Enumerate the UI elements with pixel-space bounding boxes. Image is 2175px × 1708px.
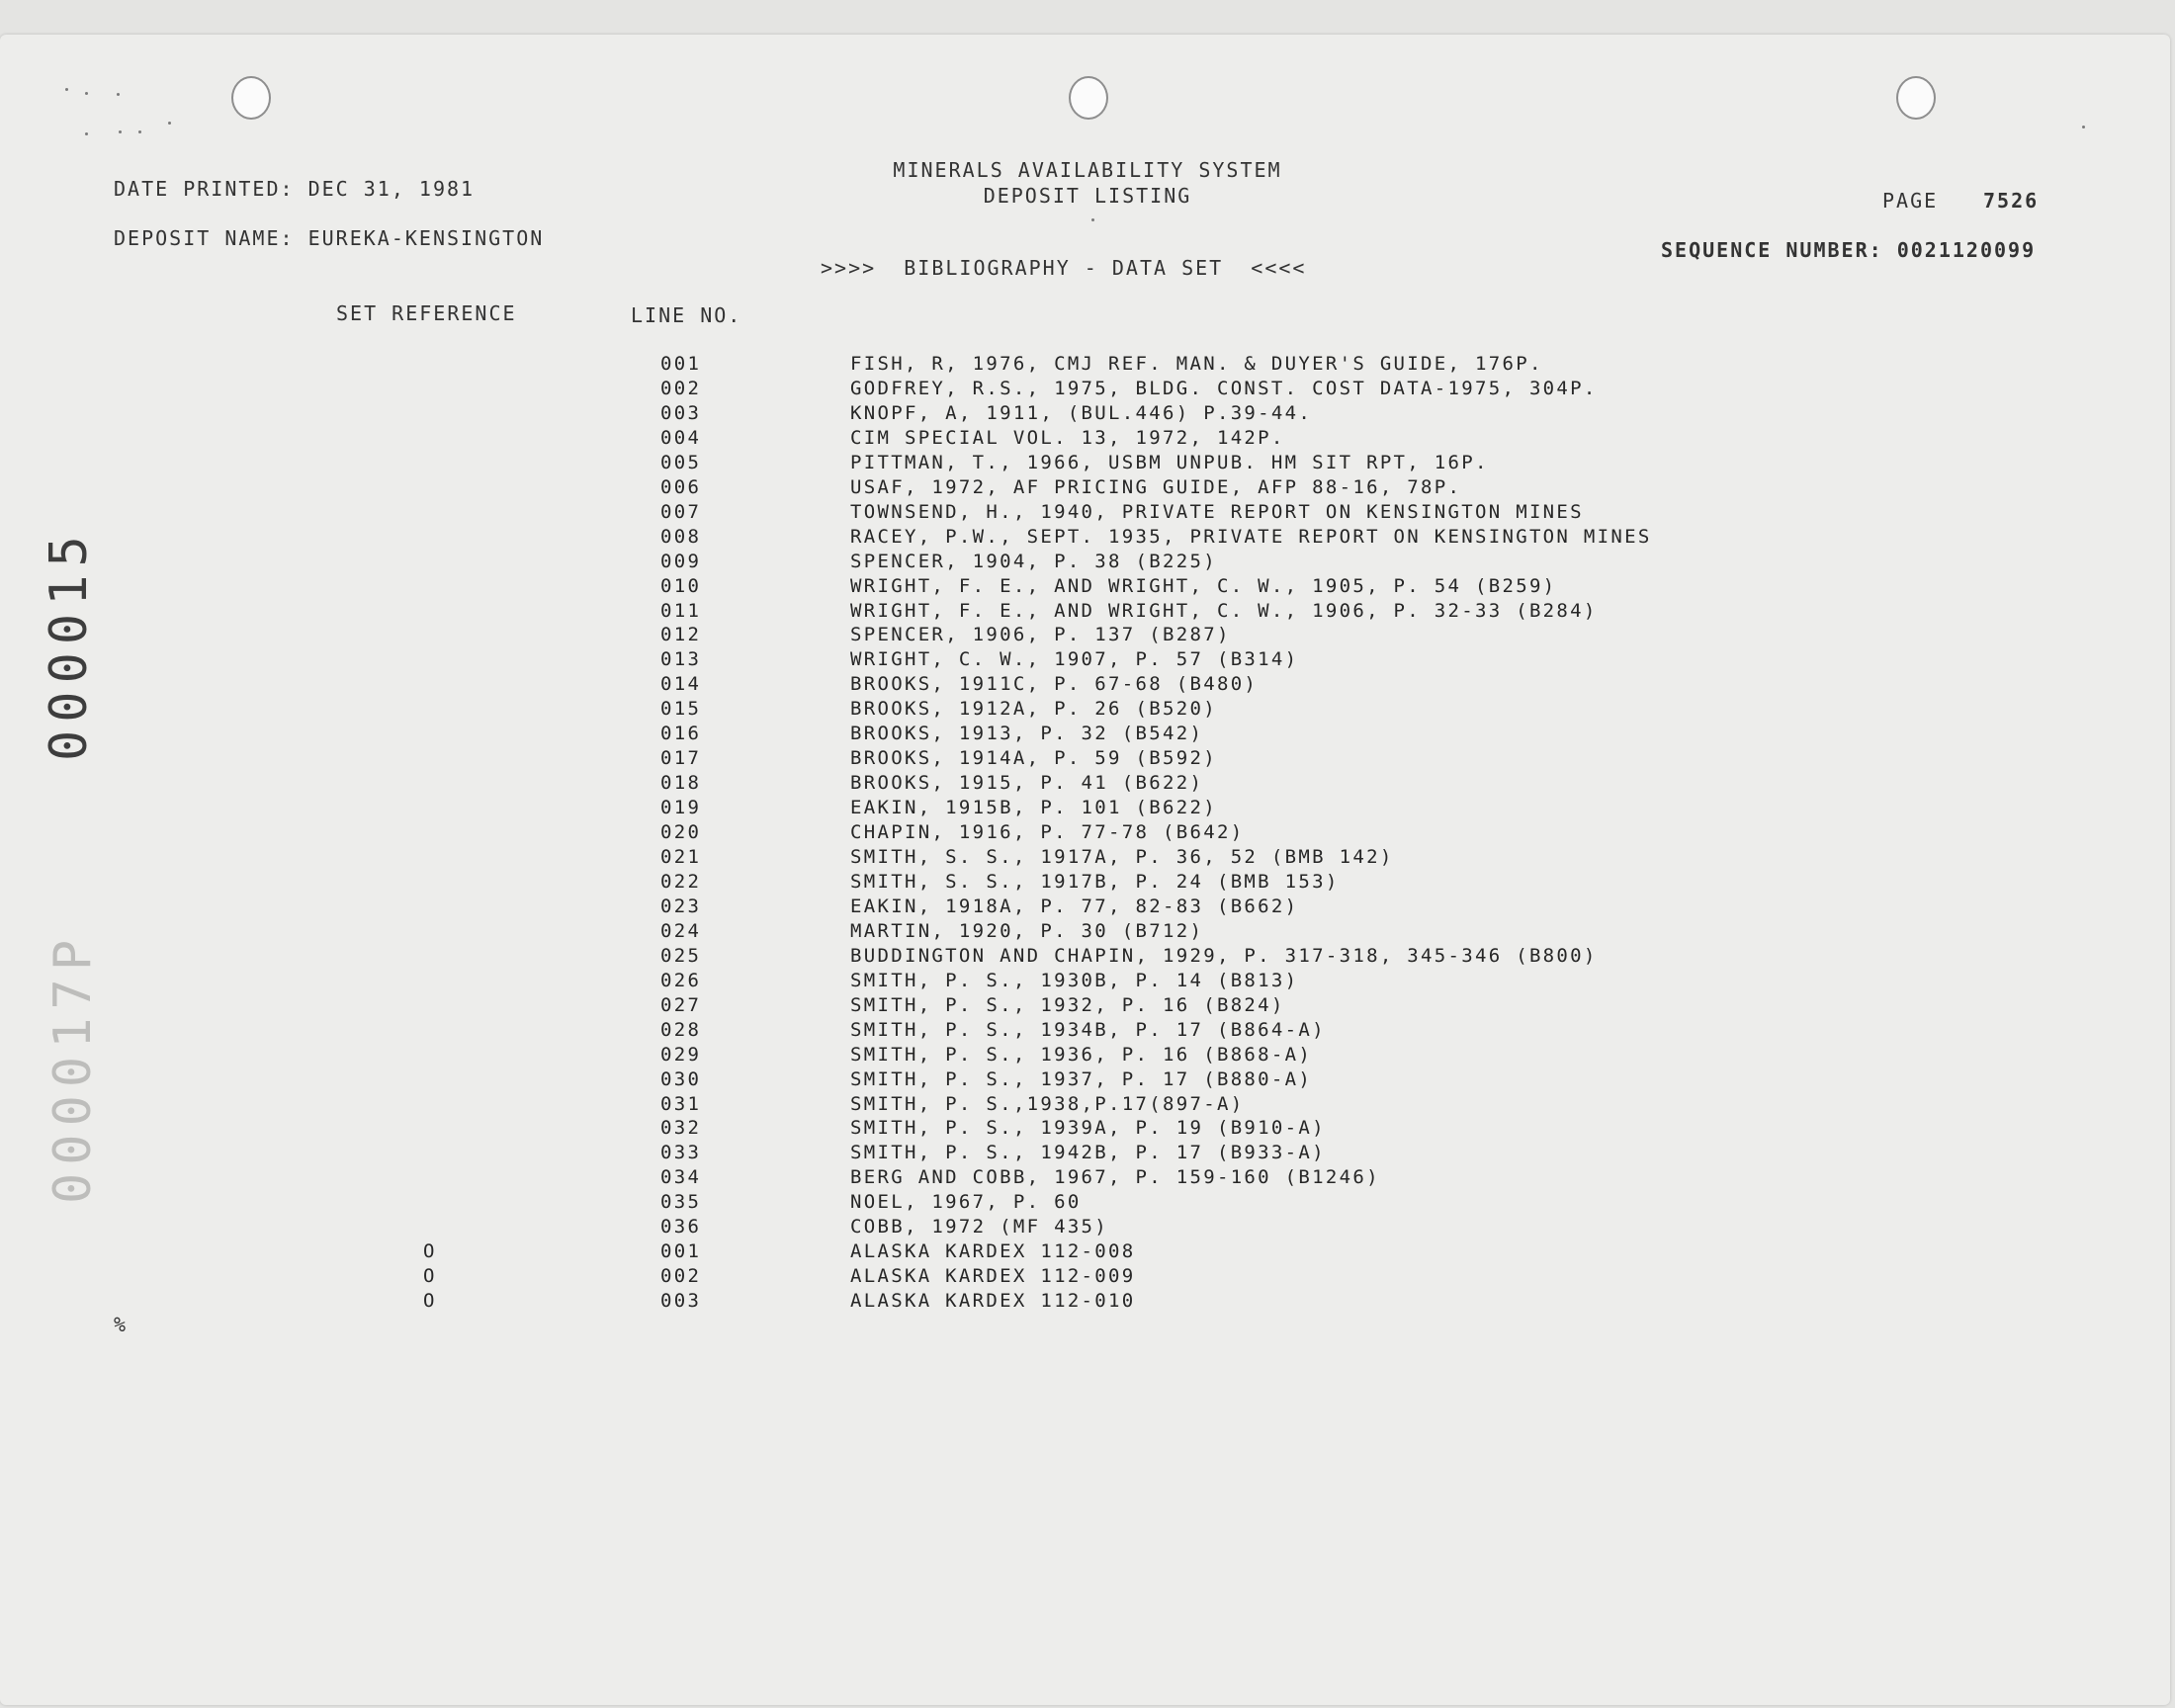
bibliography-row: [0, 575, 1780, 599]
reference-text: BROOKS, 1911C, P. 67-68 (B480): [850, 673, 1259, 696]
line-number: 021: [660, 846, 702, 868]
speck: [138, 130, 141, 133]
bibliography-row: [0, 896, 1780, 919]
reference-text: BERG AND COBB, 1967, P. 159-160 (B1246): [850, 1166, 1380, 1189]
reference-text: SMITH, P. S., 1930B, P. 14 (B813): [850, 969, 1299, 991]
bibliography-row: [0, 1068, 1780, 1092]
line-number: 022: [660, 870, 702, 893]
line-number: 018: [660, 772, 702, 795]
line-number: 036: [660, 1216, 702, 1238]
side-stamp-faint: 000017P: [44, 931, 103, 1204]
bibliography-row: [0, 821, 1780, 845]
speck: [1091, 218, 1094, 221]
line-number: 016: [660, 723, 702, 745]
date-printed: DATE PRINTED: DEC 31, 1981: [114, 177, 476, 201]
speck: [117, 93, 120, 96]
bibliography-row: [0, 402, 1780, 426]
bibliography-row: [0, 1117, 1780, 1141]
speck: [85, 132, 88, 135]
reference-text: PITTMAN, T., 1966, USBM UNPUB. HM SIT RPT, 16P.: [850, 451, 1489, 473]
line-number: 032: [660, 1117, 702, 1140]
bibliography-row: [0, 1044, 1780, 1068]
reference-text: SMITH, S. S., 1917A, P. 36, 52 (BMB 142): [850, 846, 1394, 868]
column-header-line-no: LINE NO.: [631, 303, 742, 327]
reference-text: BROOKS, 1915, P. 41 (B622): [850, 772, 1204, 795]
bibliography-row: [0, 1191, 1780, 1215]
reference-text: RACEY, P.W., SEPT. 1935, PRIVATE REPORT ON KENSINGTON MINES: [850, 525, 1652, 548]
reference-text: FISH, R, 1976, CMJ REF. MAN. & DUYER'S GUIDE, 176P.: [850, 353, 1543, 375]
bibliography-row: [0, 747, 1780, 771]
deposit-name: DEPOSIT NAME: EUREKA-KENSINGTON: [114, 226, 545, 250]
bibliography-row: [0, 551, 1780, 574]
reference-text: SMITH, P. S., 1934B, P. 17 (B864-A): [850, 1018, 1326, 1041]
line-number: 002: [660, 377, 702, 399]
reference-text: WRIGHT, F. E., AND WRIGHT, C. W., 1905, P. 54 (B259): [850, 574, 1557, 597]
speck: [2082, 126, 2085, 128]
reference-text: GODFREY, R.S., 1975, BLDG. CONST. COST DATA-1975, 304P.: [850, 377, 1598, 399]
bibliography-row: [0, 648, 1780, 672]
reference-text: SPENCER, 1906, P. 137 (B287): [850, 624, 1231, 646]
reference-text: NOEL, 1967, P. 60: [850, 1191, 1082, 1214]
reference-text: SPENCER, 1904, P. 38 (B225): [850, 550, 1217, 572]
reference-text: ALASKA KARDEX 112-010: [850, 1290, 1136, 1313]
reference-text: WRIGHT, C. W., 1907, P. 57 (B314): [850, 648, 1299, 671]
line-number: 009: [660, 550, 702, 572]
bibliography-row: [0, 1265, 1780, 1289]
bibliography-row: [0, 772, 1780, 796]
line-number: 001: [660, 1240, 702, 1263]
reference-text: EAKIN, 1915B, P. 101 (B622): [850, 797, 1217, 819]
speck: [168, 122, 171, 125]
line-number: 014: [660, 673, 702, 696]
bibliography-row: [0, 846, 1780, 870]
sequence-number: SEQUENCE NUMBER: 0021120099: [1661, 238, 2037, 262]
reference-text: SMITH, P. S., 1932, P. 16 (B824): [850, 993, 1285, 1016]
bibliography-row: [0, 526, 1780, 550]
bibliography-row: [0, 698, 1780, 722]
bibliography-row: [0, 452, 1780, 475]
reference-text: CIM SPECIAL VOL. 13, 1972, 142P.: [850, 426, 1285, 449]
bibliography-row: [0, 1019, 1780, 1043]
speck: [119, 130, 122, 133]
reference-text: BUDDINGTON AND CHAPIN, 1929, P. 317-318, 345-346 (B800): [850, 944, 1598, 967]
reference-text: MARTIN, 1920, P. 30 (B712): [850, 919, 1204, 942]
bibliography-row: [0, 1166, 1780, 1190]
reference-text: SMITH, P. S., 1939A, P. 19 (B910-A): [850, 1117, 1326, 1140]
line-number: 029: [660, 1043, 702, 1066]
line-number: 003: [660, 401, 702, 424]
line-number: 008: [660, 525, 702, 548]
line-number: 030: [660, 1068, 702, 1090]
line-number: 012: [660, 624, 702, 646]
line-number: 028: [660, 1018, 702, 1041]
line-number: 003: [660, 1290, 702, 1313]
reference-text: BROOKS, 1913, P. 32 (B542): [850, 723, 1204, 745]
reference-text: BROOKS, 1914A, P. 59 (B592): [850, 747, 1217, 770]
line-number: 020: [660, 821, 702, 844]
line-number: 017: [660, 747, 702, 770]
line-number: 015: [660, 698, 702, 721]
bibliography-row: [0, 797, 1780, 820]
reference-text: SMITH, P. S., 1937, P. 17 (B880-A): [850, 1068, 1313, 1090]
reference-text: BROOKS, 1912A, P. 26 (B520): [850, 698, 1217, 721]
bibliography-row: [0, 1216, 1780, 1239]
reference-text: WRIGHT, F. E., AND WRIGHT, C. W., 1906, P. 32-33 (B284): [850, 599, 1598, 622]
bibliography-row: [0, 1093, 1780, 1117]
bibliography-row: [0, 624, 1780, 647]
page-label: PAGE: [1882, 189, 1939, 213]
footer-mark: %: [114, 1313, 129, 1336]
reference-text: CHAPIN, 1916, P. 77-78 (B642): [850, 821, 1245, 844]
set-reference-code: O: [423, 1265, 435, 1288]
punch-hole: [1896, 76, 1936, 120]
line-number: 010: [660, 574, 702, 597]
reference-text: ALASKA KARDEX 112-009: [850, 1265, 1136, 1288]
bibliography-row: [0, 723, 1780, 746]
reference-text: ALASKA KARDEX 112-008: [850, 1240, 1136, 1263]
line-number: 004: [660, 426, 702, 449]
line-number: 024: [660, 919, 702, 942]
line-number: 005: [660, 451, 702, 473]
bibliography-row: [0, 970, 1780, 993]
reference-text: TOWNSEND, H., 1940, PRIVATE REPORT ON KENSINGTON MINES: [850, 500, 1584, 523]
speck: [65, 88, 68, 91]
bibliography-row: [0, 871, 1780, 895]
line-number: 034: [660, 1166, 702, 1189]
punch-hole: [231, 76, 271, 120]
set-reference-code: O: [423, 1240, 435, 1263]
line-number: 006: [660, 475, 702, 498]
bibliography-row: [0, 673, 1780, 697]
bibliography-row: [0, 920, 1780, 944]
line-number: 035: [660, 1191, 702, 1214]
system-title: MINERALS AVAILABILITY SYSTEM: [893, 158, 1282, 182]
bibliography-row: [0, 476, 1780, 500]
bibliography-row: [0, 1290, 1780, 1314]
line-number: 001: [660, 353, 702, 375]
bibliography-row: [0, 501, 1780, 525]
line-number: 011: [660, 599, 702, 622]
speck: [85, 92, 88, 95]
bibliography-row: [0, 600, 1780, 624]
line-number: 025: [660, 944, 702, 967]
line-number: 019: [660, 797, 702, 819]
line-number: 023: [660, 895, 702, 917]
bibliography-row: [0, 1142, 1780, 1165]
bibliography-row: [0, 994, 1780, 1018]
section-title: >>>> BIBLIOGRAPHY - DATA SET <<<<: [821, 256, 1307, 280]
bibliography-row: [0, 945, 1780, 969]
line-number: 033: [660, 1142, 702, 1164]
page-number: 7526: [1983, 189, 2040, 213]
column-header-set-reference: SET REFERENCE: [336, 301, 517, 325]
reference-text: SMITH, P. S., 1942B, P. 17 (B933-A): [850, 1142, 1326, 1164]
bibliography-row: [0, 1240, 1780, 1264]
line-number: 026: [660, 969, 702, 991]
reference-text: SMITH, P. S.,1938,P.17(897-A): [850, 1092, 1245, 1115]
line-number: 031: [660, 1092, 702, 1115]
reference-text: USAF, 1972, AF PRICING GUIDE, AFP 88-16, 78P.: [850, 475, 1462, 498]
line-number: 002: [660, 1265, 702, 1288]
line-number: 007: [660, 500, 702, 523]
line-number: 027: [660, 993, 702, 1016]
punch-hole: [1069, 76, 1108, 120]
line-number: 013: [660, 648, 702, 671]
listing-title: DEPOSIT LISTING: [983, 184, 1192, 208]
reference-text: SMITH, P. S., 1936, P. 16 (B868-A): [850, 1043, 1313, 1066]
reference-text: EAKIN, 1918A, P. 77, 82-83 (B662): [850, 895, 1299, 917]
bibliography-row: [0, 378, 1780, 401]
set-reference-code: O: [423, 1290, 435, 1313]
bibliography-row: [0, 353, 1780, 377]
side-stamp: 000015: [40, 528, 99, 761]
reference-text: KNOPF, A, 1911, (BUL.446) P.39-44.: [850, 401, 1313, 424]
reference-text: SMITH, S. S., 1917B, P. 24 (BMB 153): [850, 870, 1340, 893]
bibliography-row: [0, 427, 1780, 451]
reference-text: COBB, 1972 (MF 435): [850, 1216, 1109, 1238]
